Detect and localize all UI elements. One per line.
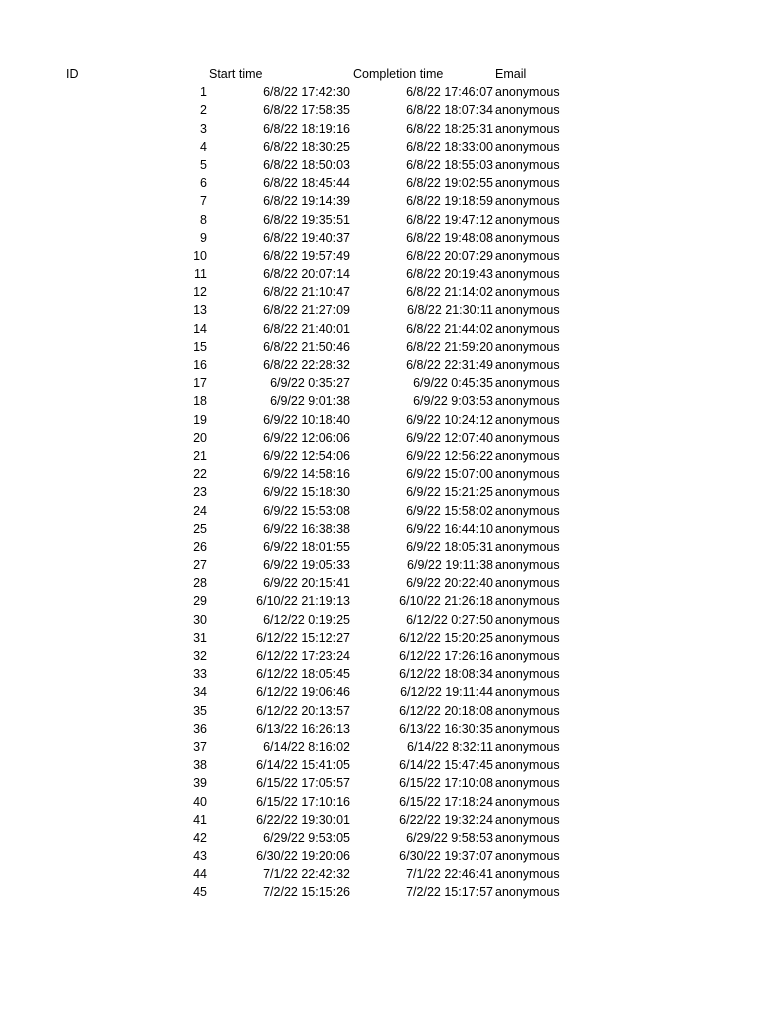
table-row (0, 611, 768, 629)
header-start-time: Start time (209, 67, 263, 81)
table-row (0, 774, 768, 792)
cell-start-time: 6/8/22 19:14:39 (263, 194, 350, 209)
cell-id: 38 (193, 758, 207, 773)
cell-email: anonymous (495, 285, 560, 300)
table-row (0, 192, 768, 210)
cell-start-time: 6/8/22 18:30:25 (263, 139, 350, 154)
cell-email: anonymous (495, 267, 560, 282)
cell-start-time: 6/8/22 21:10:47 (263, 285, 350, 300)
cell-id: 29 (193, 594, 207, 609)
cell-id: 39 (193, 776, 207, 791)
cell-completion-time: 6/15/22 17:10:08 (399, 776, 493, 791)
cell-email: anonymous (495, 630, 560, 645)
cell-completion-time: 6/9/22 18:05:31 (406, 539, 493, 554)
cell-id: 34 (193, 685, 207, 700)
cell-email: anonymous (495, 339, 560, 354)
table-row (0, 429, 768, 447)
cell-start-time: 6/9/22 14:58:16 (263, 467, 350, 482)
cell-start-time: 6/12/22 19:06:46 (256, 685, 350, 700)
cell-email: anonymous (495, 139, 560, 154)
cell-completion-time: 6/9/22 10:24:12 (406, 412, 493, 427)
cell-email: anonymous (495, 721, 560, 736)
cell-id: 35 (193, 703, 207, 718)
cell-start-time: 6/8/22 21:50:46 (263, 339, 350, 354)
cell-start-time: 6/10/22 21:19:13 (256, 594, 350, 609)
table-row (0, 829, 768, 847)
table-row (0, 265, 768, 283)
table-row (0, 738, 768, 756)
cell-id: 40 (193, 794, 207, 809)
cell-start-time: 6/9/22 20:15:41 (263, 576, 350, 591)
cell-start-time: 6/8/22 18:50:03 (263, 157, 350, 172)
cell-email: anonymous (495, 448, 560, 463)
table-row (0, 101, 768, 119)
cell-email: anonymous (495, 503, 560, 518)
table-row (0, 247, 768, 265)
cell-id: 10 (193, 248, 207, 263)
cell-email: anonymous (495, 430, 560, 445)
cell-start-time: 6/15/22 17:05:57 (256, 776, 350, 791)
table-row (0, 756, 768, 774)
cell-completion-time: 6/12/22 0:27:50 (406, 612, 493, 627)
cell-start-time: 6/8/22 19:57:49 (263, 248, 350, 263)
table-row (0, 683, 768, 701)
cell-email: anonymous (495, 212, 560, 227)
cell-id: 11 (194, 267, 207, 282)
cell-id: 2 (200, 103, 207, 118)
cell-start-time: 6/29/22 9:53:05 (263, 830, 350, 845)
table-row (0, 283, 768, 301)
cell-completion-time: 6/8/22 20:07:29 (406, 248, 493, 263)
cell-start-time: 6/8/22 17:58:35 (263, 103, 350, 118)
cell-start-time: 6/22/22 19:30:01 (256, 812, 350, 827)
cell-start-time: 6/8/22 19:35:51 (263, 212, 350, 227)
table-row (0, 356, 768, 374)
table-row (0, 301, 768, 319)
table-row (0, 120, 768, 138)
cell-email: anonymous (495, 157, 560, 172)
cell-start-time: 6/9/22 16:38:38 (263, 521, 350, 536)
cell-id: 19 (193, 412, 207, 427)
table-row (0, 320, 768, 338)
cell-id: 23 (193, 485, 207, 500)
cell-id: 15 (193, 339, 207, 354)
table-row (0, 83, 768, 101)
cell-completion-time: 6/9/22 19:11:38 (407, 558, 493, 573)
cell-id: 1 (200, 85, 207, 100)
cell-id: 21 (193, 448, 207, 463)
cell-completion-time: 7/2/22 15:17:57 (406, 885, 493, 900)
cell-completion-time: 6/12/22 17:26:16 (399, 649, 493, 663)
cell-email: anonymous (495, 885, 560, 900)
cell-completion-time: 6/9/22 15:07:00 (406, 467, 493, 482)
cell-completion-time: 6/8/22 21:30:11 (407, 303, 493, 318)
table-row (0, 556, 768, 574)
cell-email: anonymous (495, 739, 560, 754)
cell-completion-time: 6/12/22 19:11:44 (400, 685, 493, 700)
cell-start-time: 6/8/22 22:28:32 (263, 358, 350, 372)
cell-completion-time: 6/9/22 9:03:53 (413, 394, 493, 409)
cell-id: 45 (193, 885, 207, 900)
cell-start-time: 6/9/22 19:05:33 (263, 558, 350, 573)
cell-id: 4 (200, 139, 207, 154)
cell-completion-time: 6/29/22 9:58:53 (406, 830, 493, 845)
cell-email: anonymous (495, 412, 560, 427)
table-row (0, 156, 768, 174)
cell-email: anonymous (495, 667, 560, 682)
cell-id: 44 (193, 867, 207, 882)
cell-email: anonymous (495, 812, 560, 827)
cell-id: 13 (193, 303, 207, 318)
cell-id: 36 (193, 721, 207, 736)
cell-completion-time: 6/9/22 0:45:35 (413, 376, 493, 391)
cell-completion-time: 6/8/22 21:14:02 (406, 285, 493, 300)
cell-start-time: 6/12/22 15:12:27 (256, 630, 350, 645)
cell-email: anonymous (495, 794, 560, 809)
table-row (0, 720, 768, 738)
cell-start-time: 6/8/22 18:45:44 (263, 176, 350, 191)
cell-id: 32 (193, 649, 207, 663)
cell-start-time: 6/30/22 19:20:06 (256, 849, 350, 864)
cell-email: anonymous (495, 103, 560, 118)
cell-email: anonymous (495, 649, 560, 663)
cell-email: anonymous (495, 758, 560, 773)
cell-completion-time: 6/8/22 19:18:59 (406, 194, 493, 209)
cell-email: anonymous (495, 685, 560, 700)
cell-completion-time: 6/9/22 16:44:10 (406, 521, 493, 536)
cell-email: anonymous (495, 303, 560, 318)
table-row (0, 847, 768, 865)
cell-email: anonymous (495, 194, 560, 209)
cell-id: 33 (193, 667, 207, 682)
cell-start-time: 6/12/22 0:19:25 (263, 612, 350, 627)
cell-email: anonymous (495, 849, 560, 864)
cell-start-time: 6/8/22 21:27:09 (263, 303, 350, 318)
table-row (0, 483, 768, 501)
cell-completion-time: 6/9/22 12:07:40 (406, 430, 493, 445)
cell-id: 20 (193, 430, 207, 445)
cell-completion-time: 6/8/22 18:33:00 (406, 139, 493, 154)
table-row (0, 374, 768, 392)
cell-email: anonymous (495, 558, 560, 573)
cell-start-time: 6/9/22 15:53:08 (263, 503, 350, 518)
cell-completion-time: 6/13/22 16:30:35 (399, 721, 493, 736)
cell-id: 25 (193, 521, 207, 536)
cell-email: anonymous (495, 594, 560, 609)
table-row (0, 629, 768, 647)
cell-start-time: 7/1/22 22:42:32 (263, 867, 350, 882)
cell-completion-time: 6/12/22 15:20:25 (399, 630, 493, 645)
cell-completion-time: 6/8/22 19:48:08 (406, 230, 493, 245)
cell-id: 24 (193, 503, 207, 518)
table-row (0, 138, 768, 156)
cell-completion-time: 6/12/22 18:08:34 (399, 667, 493, 682)
header-email: Email (495, 67, 527, 81)
table-row (0, 702, 768, 720)
cell-start-time: 6/9/22 18:01:55 (263, 539, 350, 554)
table-body (0, 83, 768, 901)
cell-id: 3 (200, 121, 207, 136)
cell-start-time: 6/8/22 18:19:16 (263, 121, 350, 136)
cell-email: anonymous (495, 230, 560, 245)
table-row (0, 520, 768, 538)
cell-id: 6 (200, 176, 207, 191)
cell-completion-time: 6/9/22 15:21:25 (406, 485, 493, 500)
cell-start-time: 6/12/22 20:13:57 (256, 703, 350, 718)
cell-email: anonymous (495, 576, 560, 591)
cell-start-time: 6/13/22 16:26:13 (256, 721, 350, 736)
table-row (0, 338, 768, 356)
cell-id: 43 (193, 849, 207, 864)
table-row (0, 592, 768, 610)
cell-id: 8 (200, 212, 207, 227)
table-row (0, 502, 768, 520)
cell-id: 22 (193, 467, 207, 482)
table-row (0, 174, 768, 192)
table-row (0, 883, 768, 901)
header-completion-time: Completion time (353, 67, 444, 81)
cell-email: anonymous (495, 376, 560, 391)
cell-completion-time: 6/9/22 15:58:02 (406, 503, 493, 518)
cell-start-time: 6/8/22 19:40:37 (263, 230, 350, 245)
table-row (0, 647, 768, 665)
cell-id: 27 (193, 558, 207, 573)
cell-start-time: 6/12/22 18:05:45 (256, 667, 350, 682)
header-id: ID (66, 67, 79, 81)
spreadsheet-table (0, 65, 768, 902)
cell-completion-time: 6/8/22 21:59:20 (406, 339, 493, 354)
cell-start-time: 6/8/22 17:42:30 (263, 85, 350, 100)
table-row (0, 211, 768, 229)
cell-completion-time: 6/9/22 12:56:22 (406, 448, 493, 463)
cell-start-time: 6/14/22 8:16:02 (263, 739, 350, 754)
table-row (0, 392, 768, 410)
cell-id: 26 (193, 539, 207, 554)
cell-completion-time: 6/8/22 20:19:43 (406, 267, 493, 282)
cell-email: anonymous (495, 121, 560, 136)
cell-id: 28 (193, 576, 207, 591)
cell-completion-time: 6/14/22 15:47:45 (399, 758, 493, 773)
cell-start-time: 7/2/22 15:15:26 (263, 885, 350, 900)
cell-start-time: 6/9/22 12:06:06 (263, 430, 350, 445)
cell-completion-time: 6/12/22 20:18:08 (399, 703, 493, 718)
cell-id: 31 (193, 630, 207, 645)
table-row (0, 574, 768, 592)
cell-completion-time: 6/8/22 18:25:31 (406, 121, 493, 136)
table-row (0, 793, 768, 811)
cell-email: anonymous (495, 612, 560, 627)
table-row (0, 811, 768, 829)
cell-start-time: 6/8/22 21:40:01 (263, 321, 350, 336)
cell-email: anonymous (495, 248, 560, 263)
cell-email: anonymous (495, 830, 560, 845)
table-row (0, 411, 768, 429)
cell-completion-time: 6/8/22 18:07:34 (406, 103, 493, 118)
table-row (0, 229, 768, 247)
cell-email: anonymous (495, 394, 560, 409)
cell-id: 7 (200, 194, 207, 209)
cell-email: anonymous (495, 539, 560, 554)
cell-completion-time: 6/8/22 19:02:55 (406, 176, 493, 191)
cell-completion-time: 6/8/22 22:31:49 (406, 358, 493, 372)
cell-completion-time: 6/8/22 17:46:07 (406, 85, 493, 100)
cell-email: anonymous (495, 703, 560, 718)
cell-start-time: 6/9/22 12:54:06 (263, 448, 350, 463)
cell-id: 18 (193, 394, 207, 409)
cell-completion-time: 6/9/22 20:22:40 (406, 576, 493, 591)
table-row (0, 665, 768, 683)
cell-email: anonymous (495, 867, 560, 882)
cell-completion-time: 6/8/22 19:47:12 (406, 212, 493, 227)
cell-completion-time: 7/1/22 22:46:41 (406, 867, 493, 882)
cell-id: 12 (193, 285, 207, 300)
cell-start-time: 6/9/22 0:35:27 (270, 376, 350, 391)
cell-start-time: 6/9/22 9:01:38 (270, 394, 350, 409)
cell-id: 37 (193, 739, 207, 754)
cell-email: anonymous (495, 85, 560, 100)
cell-id: 16 (193, 358, 207, 372)
cell-completion-time: 6/22/22 19:32:24 (399, 812, 493, 827)
table-row (0, 538, 768, 556)
header-row (0, 65, 768, 83)
cell-id: 5 (200, 157, 207, 172)
cell-start-time: 6/9/22 10:18:40 (263, 412, 350, 427)
cell-email: anonymous (495, 521, 560, 536)
cell-email: anonymous (495, 467, 560, 482)
cell-email: anonymous (495, 776, 560, 791)
cell-completion-time: 6/8/22 18:55:03 (406, 157, 493, 172)
cell-email: anonymous (495, 485, 560, 500)
cell-start-time: 6/9/22 15:18:30 (263, 485, 350, 500)
cell-email: anonymous (495, 176, 560, 191)
cell-email: anonymous (495, 321, 560, 336)
cell-start-time: 6/15/22 17:10:16 (256, 794, 350, 809)
cell-start-time: 6/12/22 17:23:24 (256, 649, 350, 663)
cell-id: 9 (200, 230, 207, 245)
cell-completion-time: 6/10/22 21:26:18 (399, 594, 493, 609)
cell-start-time: 6/8/22 20:07:14 (263, 267, 350, 282)
cell-completion-time: 6/30/22 19:37:07 (399, 849, 493, 864)
cell-start-time: 6/14/22 15:41:05 (256, 758, 350, 773)
cell-id: 17 (193, 376, 207, 391)
cell-id: 14 (193, 321, 207, 336)
cell-id: 30 (193, 612, 207, 627)
cell-email: anonymous (495, 358, 560, 372)
cell-completion-time: 6/8/22 21:44:02 (406, 321, 493, 336)
table-row (0, 447, 768, 465)
cell-id: 41 (193, 812, 207, 827)
cell-completion-time: 6/14/22 8:32:11 (407, 739, 493, 754)
table-row (0, 865, 768, 883)
cell-completion-time: 6/15/22 17:18:24 (399, 794, 493, 809)
cell-id: 42 (193, 830, 207, 845)
table-row (0, 465, 768, 483)
